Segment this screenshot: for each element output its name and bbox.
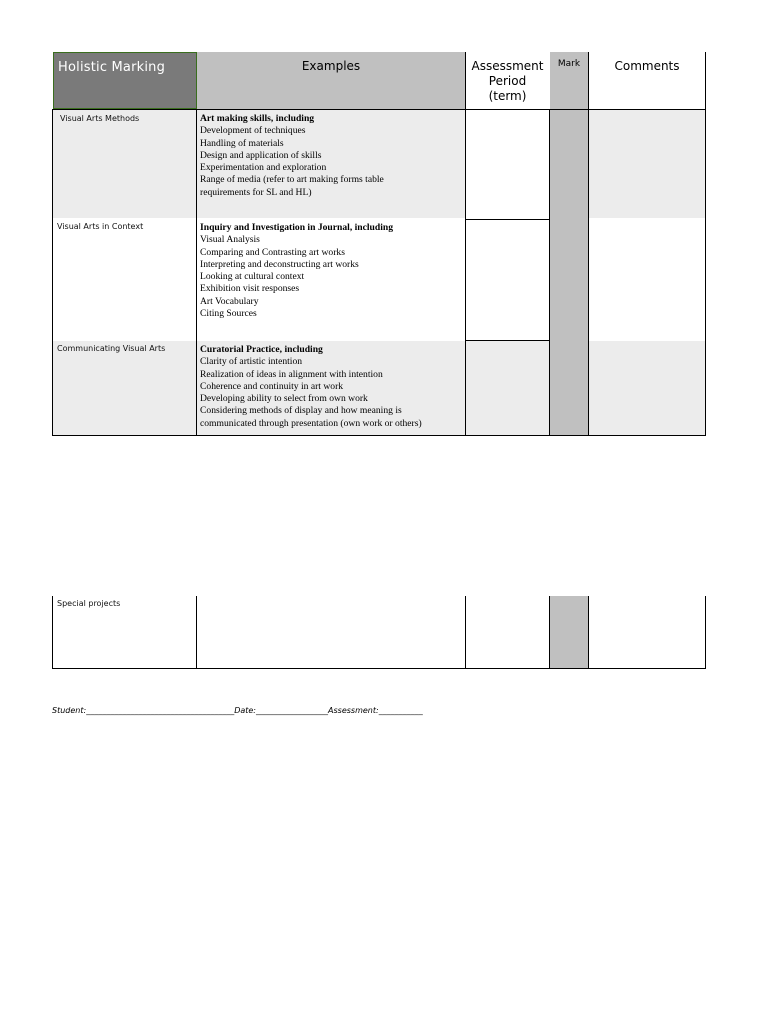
header-comments-label: Comments <box>614 59 680 73</box>
grid-line <box>705 596 706 669</box>
row-2-example-item: Exhibition visit responses <box>200 283 300 295</box>
header-holistic-label: Holistic Marking <box>58 60 166 75</box>
row-3-category: Communicating Visual Arts <box>57 344 166 353</box>
header-examples-label: Examples <box>301 59 361 73</box>
header-mark <box>550 52 588 109</box>
row-1-example-item: requirements for SL and HL) <box>200 186 312 198</box>
row-1-comments-cell[interactable] <box>588 110 706 218</box>
row-3-examples <box>200 344 422 430</box>
grid-line <box>549 596 550 669</box>
grid-line <box>465 219 550 220</box>
row-2-example-item: Comparing and Contrasting art works <box>200 246 345 258</box>
grid-line <box>52 668 706 669</box>
row-2-example-item: Looking at cultural context <box>200 271 305 283</box>
row-2-examples-title: Inquiry and Investigation in Journal, including <box>200 222 394 233</box>
special-mark-cell[interactable] <box>550 596 588 668</box>
grid-line <box>196 596 197 669</box>
grid-line <box>52 109 706 110</box>
row-1-category: Visual Arts Methods <box>60 114 140 123</box>
row-3-examples-title: Curatorial Practice, including <box>200 344 323 355</box>
header-assessment-line1: Assessment <box>471 59 544 73</box>
row-1-example-item: Handling of materials <box>200 137 284 149</box>
row-2-category: Visual Arts in Context <box>57 222 144 231</box>
row-3-example-item: communicated through presentation (own work or others) <box>200 417 422 429</box>
row-3-example-item: Developing ability to select from own work <box>200 393 368 405</box>
grid-line <box>52 435 706 436</box>
row-1-examples <box>200 113 384 199</box>
row-3-example-item: Considering methods of display and how meaning is <box>200 405 402 417</box>
header-examples <box>197 52 465 109</box>
row-2-example-item: Visual Analysis <box>200 234 260 246</box>
signature-line: Student:_____________________________________Date:__________________Assessment:___________ <box>52 706 423 715</box>
grid-line <box>52 596 53 669</box>
grid-line <box>549 110 550 436</box>
row-1-examples-title: Art making skills, including <box>200 113 315 124</box>
header-assessment-period <box>465 52 550 109</box>
grid-line <box>465 340 550 341</box>
row-3-example-item: Clarity of artistic intention <box>200 356 303 368</box>
header-assessment-line2: Period <box>488 74 527 88</box>
special-projects-category: Special projects <box>57 599 121 608</box>
header-comments <box>588 52 706 109</box>
header-mark-label: Mark <box>557 59 581 69</box>
grid-line <box>52 110 53 436</box>
row-1-example-item: Range of media (refer to art making forms table <box>200 174 384 186</box>
row-1-assessment-cell[interactable] <box>466 110 550 218</box>
header-holistic-marking <box>53 52 197 109</box>
grid-line <box>196 110 197 436</box>
row-2-example-item: Interpreting and deconstructing art works <box>200 258 359 270</box>
header-assessment-line3: (term) <box>488 89 527 103</box>
special-assessment-cell[interactable] <box>466 596 550 668</box>
grid-line <box>465 596 466 669</box>
row-3-example-item: Realization of ideas in alignment with intention <box>200 368 383 380</box>
row-1-example-item: Design and application of skills <box>200 149 322 161</box>
row-2-example-item: Art Vocabulary <box>200 295 259 307</box>
row-1-example-item: Experimentation and exploration <box>200 162 327 174</box>
row-2-examples <box>200 222 393 320</box>
special-examples-cell[interactable] <box>197 596 465 668</box>
special-comments-cell[interactable] <box>589 596 705 668</box>
row-1-example-item: Development of techniques <box>200 125 306 137</box>
grid-line <box>588 596 589 669</box>
row-2-example-item: Citing Sources <box>200 308 257 320</box>
row-3-example-item: Coherence and continuity in art work <box>200 380 344 392</box>
mark-column[interactable] <box>550 110 588 435</box>
